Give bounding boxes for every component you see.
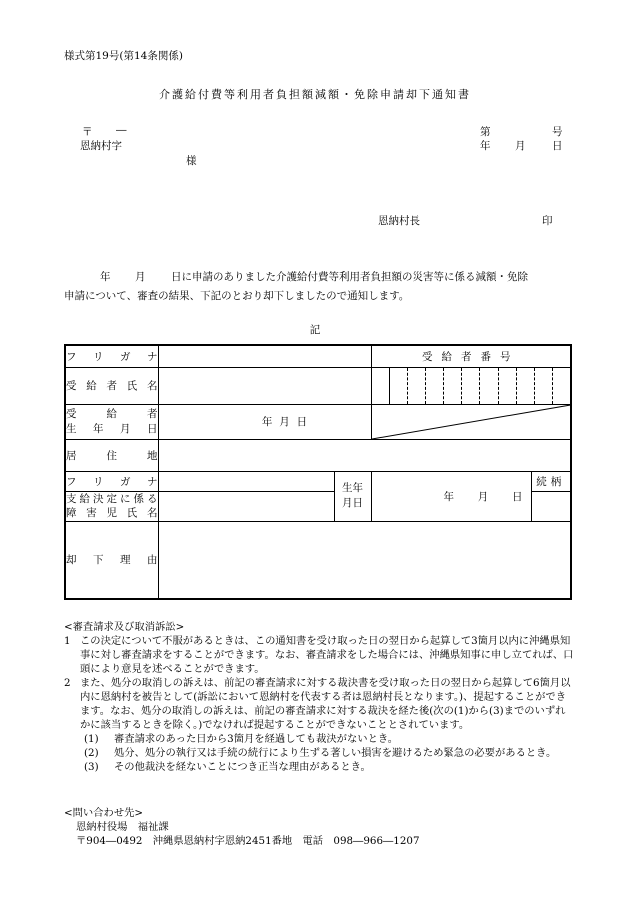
furigana-value[interactable] (158, 345, 371, 367)
ki-heading: 記 (309, 324, 321, 336)
child-birth-value[interactable]: 年 月 日 (371, 471, 531, 521)
recipient-name-value[interactable] (158, 367, 371, 404)
reason-value[interactable] (158, 521, 571, 599)
appeal-item: 2 また、処分の取消しの訴えは、前記の審査請求に対する裁決書を受け取った日の翌日から起算して6箇月以内に恩納村を被告として(訴訟において恩納村を代表する者は恩納村長となります。)、提起することができます。なお、処分の取消しの訴えは、前記の審査請求に対する裁決を経た後(次の(1)から(3)までのいずれかに該当するときを除く。)でなければ提起することができないこととされています。 (64, 677, 571, 731)
appeal-subitem: (1) 審査請求のあった日から3箇月を経過しても裁決がないとき。 (84, 733, 399, 745)
document-title: 介護給付費等利用者負担額減額・免除申請却下通知書 (159, 88, 471, 101)
form-number: 様式第19号(第14条関係) (64, 50, 183, 62)
furigana-text: フ リ ガ ナ (66, 350, 158, 363)
child-furigana-label: フ リ ガ ナ (65, 471, 158, 491)
contact-heading: <問い合わせ先> (64, 807, 144, 819)
diagonal-line (372, 405, 571, 439)
appeal-subitem: (3) その他裁決を経ないことにつき正当な理由があるとき。 (84, 761, 371, 773)
child-name-value[interactable] (158, 491, 334, 521)
body-text-line1: 日に申請のありました介護給付費等利用者負担額の災害等に係る減額・免除 (171, 271, 528, 283)
recipient-table (64, 344, 572, 600)
child-furigana-value[interactable] (158, 471, 334, 491)
address-label: 居 住 地 (65, 439, 158, 471)
date-month: 月 (515, 140, 526, 152)
date-year: 年 (480, 140, 491, 152)
postal-dash: ― (116, 124, 127, 136)
body-year: 年 (100, 271, 111, 283)
recipient-number-header: 受給者番号 (371, 345, 571, 367)
contact-address: 〒904―0492 沖縄県恩納村字恩納2451番地 電話 098―966―1207 (76, 835, 420, 847)
appeal-heading: <審査請求及び取消訴訟> (64, 621, 185, 633)
appeal-section (64, 620, 574, 774)
seal-mark: 印 (542, 215, 553, 227)
appeal-subitem: (2) 処分、処分の執行又は手続の続行により生ずる著しい損害を避けるため緊急の必要があるとき。 (84, 747, 557, 759)
furigana-label (65, 345, 158, 367)
recipient-number-boxes[interactable] (371, 367, 571, 404)
diagonal-cell (371, 404, 571, 439)
recipient-name-label: 受 給 者 氏 名 (65, 367, 158, 404)
body-text-line2: 申請について、審査の結果、下記のとおり却下しましたので通知します。 (64, 290, 410, 302)
child-birth-label: 生年 月日 (334, 471, 371, 521)
date-day: 日 (552, 140, 563, 152)
body-month: 月 (135, 271, 146, 283)
postal-mark: 〒 (82, 126, 93, 138)
address-value[interactable] (158, 439, 571, 471)
doc-number-go: 号 (552, 126, 563, 138)
recipient-birth-label: 受 給 者 生 年 月 日 (65, 404, 158, 439)
child-name-label: 支 給 決 定 に 係 る 障 害 児 氏 名 (66, 493, 158, 519)
reason-label: 却 下 理 由 (65, 521, 158, 599)
relation-value[interactable] (531, 491, 571, 521)
relation-label: 続柄 (531, 471, 571, 491)
appeal-item: 1 この決定について不服があるときは、この通知書を受け取った日の翌日から起算して3箇月以内に沖縄県知事に対し審査請求をすることができます。なお、審査請求をした場合には、沖縄県知事に申し立てれば、口頭により意見を述べることができます。 (64, 635, 574, 675)
addressee-village: 恩納村字 (80, 140, 122, 152)
sender-title: 恩納村長 (378, 215, 420, 227)
doc-number-dai: 第 (480, 126, 491, 138)
contact-section (64, 806, 574, 848)
contact-office: 恩納村役場 福祉課 (76, 821, 169, 833)
recipient-birth-value[interactable]: 年 月 日 (158, 404, 371, 439)
addressee-sama: 様 (186, 155, 197, 167)
